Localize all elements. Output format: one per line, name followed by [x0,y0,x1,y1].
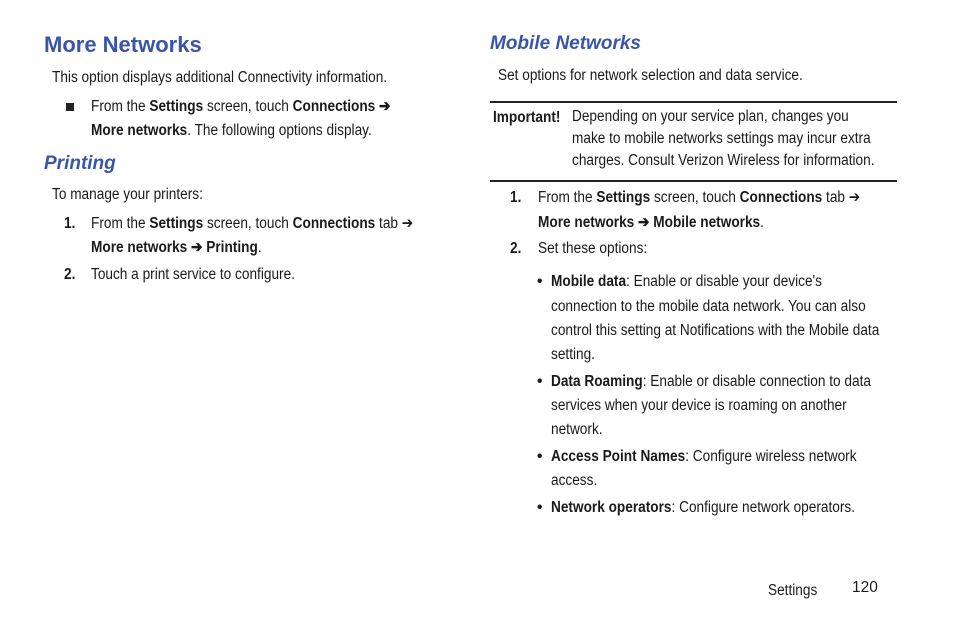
bullet-mobile-data-l4: setting. [551,346,595,363]
important-bottom-rule [490,180,897,182]
mobile-intro: Set options for network selection and data service. [498,67,803,84]
mobile-step-1-cont: More networks ➔ Mobile networks. [538,214,764,231]
mobile-networks-heading: Mobile Networks [490,33,641,54]
bullet-apn: Access Point Names: Configure wireless network [551,448,857,465]
important-label: Important! [493,109,561,126]
bullet-mobile-data-l2: connection to the mobile data network. You can also [551,298,866,315]
bullet-data-roaming-l3: network. [551,421,603,438]
important-line-1: Depending on your service plan, changes you [572,108,849,125]
important-line-2: make to mobile networks settings may incur extra [572,130,871,147]
bullet-apn-l2: access. [551,472,598,489]
more-networks-step-cont: More networks. The following options display. [91,122,372,139]
mobile-step-1: From the Settings screen, touch Connections tab ➔ [538,189,861,206]
intro-text: This option displays additional Connectivity information. [52,69,388,86]
bullet-mobile-data-mark: • [537,273,543,290]
bullet-network-operators-mark: • [537,499,543,516]
printing-step-1: From the Settings screen, touch Connections tab ➔ [91,215,414,232]
printing-step-1-num: 1. [64,215,76,232]
bullet-network-operators: Network operators: Configure network operators. [551,499,855,516]
square-bullet-icon [66,103,74,111]
footer-section: Settings [768,582,818,599]
page-title: More Networks [44,32,202,57]
page-number: 120 [852,579,878,596]
bullet-mobile-data: Mobile data: Enable or disable your device's [551,273,822,290]
important-line-3: charges. Consult Verizon Wireless for information. [572,152,875,169]
printing-step-1-cont: More networks ➔ Printing. [91,239,262,256]
bullet-mobile-data-l3: control this setting at Notifications with the Mobile data [551,322,880,339]
printing-step-2: Touch a print service to configure. [91,266,295,283]
bullet-apn-mark: • [537,448,543,465]
bullet-data-roaming-mark: • [537,373,543,390]
mobile-step-2-num: 2. [510,240,522,257]
bullet-data-roaming-l2: services when your device is roaming on another [551,397,847,414]
bullet-data-roaming: Data Roaming: Enable or disable connection to data [551,373,871,390]
more-networks-step: From the Settings screen, touch Connections ➔ [91,98,391,115]
mobile-step-2: Set these options: [538,240,648,257]
printing-heading: Printing [44,153,116,174]
printing-step-2-num: 2. [64,266,76,283]
important-top-rule [490,101,897,103]
printing-intro: To manage your printers: [52,186,203,203]
mobile-step-1-num: 1. [510,189,522,206]
